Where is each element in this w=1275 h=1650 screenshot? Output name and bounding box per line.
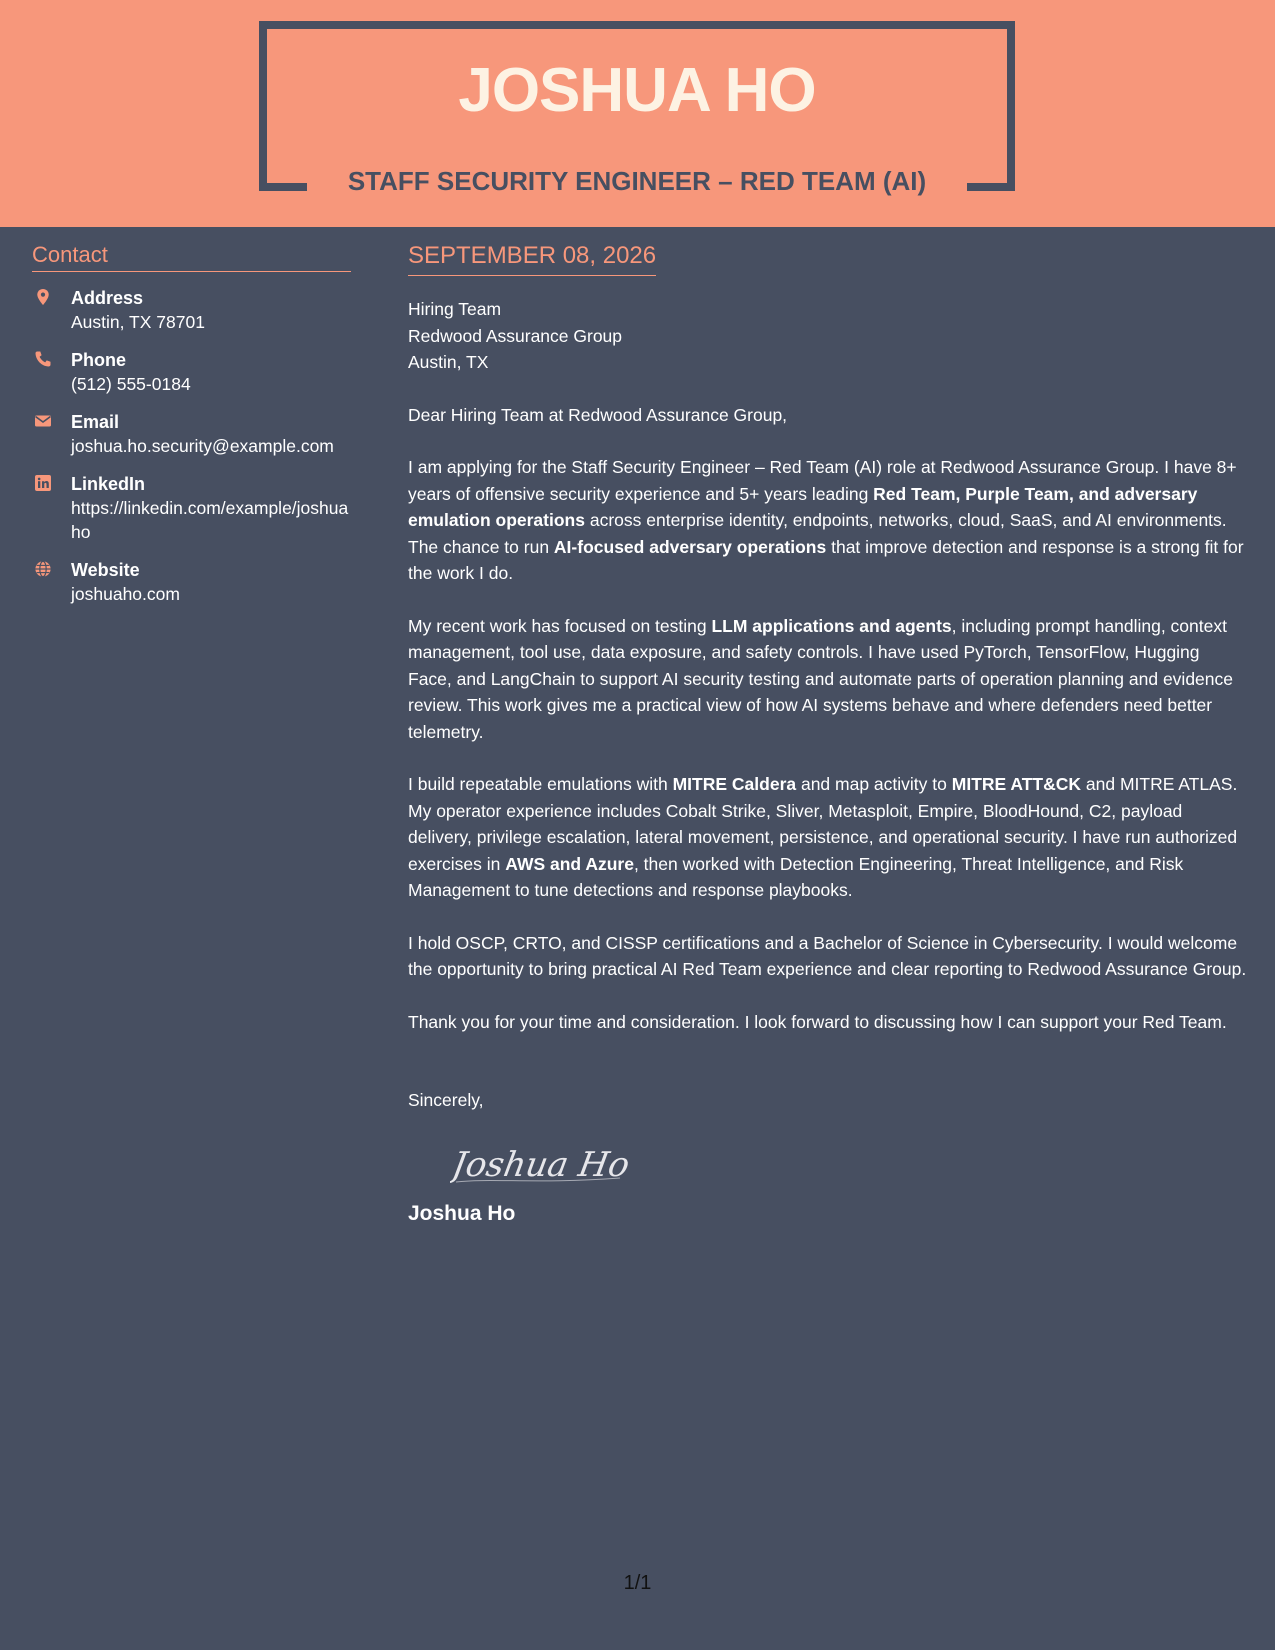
recipient-line: Hiring Team [408,299,502,320]
letter-body [408,243,1248,1226]
letter-paragraph [408,1009,1248,1036]
paragraph-text: and MITRE ATLAS. My operator experience includes Cobalt Strike, Sliver, Metasploit, Empire, BloodHound, C2, payload delivery, privilege escalation, lateral movement, persistence, and operational security. I have run authorized exercises in [408,774,1238,874]
contact-value: https://linkedin.com/example/joshuaho [71,498,349,543]
contact-value: Austin, TX 78701 [71,312,205,333]
contact-label: Address [71,288,144,309]
envelope-icon [34,412,52,430]
contact-value: joshua.ho.security@example.com [71,436,334,457]
letter-paragraphs [408,454,1248,1035]
page-number: 1/1 [623,1572,652,1594]
emphasis-text: Red Team, Purple Team, and adversary emulation operations [408,483,1198,531]
contact-value: (512) 555-0184 [71,374,191,395]
letter-paragraph [408,454,1248,587]
paragraph-text: I hold OSCP, CRTO, and CISSP certifications and a Bachelor of Science in Cybersecurity. I would welcome the opportunity to bring practical AI Red Team experience and clear reporting to Redwood Assurance Group. [408,932,1247,980]
paragraph-text: My recent work has focused on testing [408,615,712,636]
letter-paragraph [408,930,1248,983]
emphasis-text: MITRE ATT&CK [951,774,1082,795]
paragraph-text: , then worked with Detection Engineering, Threat Intelligence, and Risk Management to tune detections and response playbooks. [408,853,1184,901]
svg-text:Joshua Ho: Joshua Ho [450,1145,633,1185]
job-title: STAFF SECURITY ENGINEER – RED TEAM (AI) [347,166,927,196]
paragraph-text: and map activity to [796,774,952,795]
globe-icon [34,560,52,578]
contact-website [32,558,351,606]
header-banner [0,0,1275,227]
recipient-block [408,296,1248,376]
signer-name: Joshua Ho [408,1201,516,1225]
contact-value: joshuaho.com [71,584,180,605]
closing: Sincerely, [408,1090,484,1111]
contact-phone [32,348,351,396]
contact-address [32,286,351,334]
emphasis-text: LLM applications and agents [711,615,952,636]
emphasis-text: MITRE Caldera [672,774,797,795]
emphasis-text: AWS and Azure [505,853,634,874]
emphasis-text: AI-focused adversary operations [553,536,827,557]
map-pin-icon [34,288,52,306]
signature-drawing [450,1134,670,1194]
contact-linkedin [32,472,351,544]
letter-date: SEPTEMBER 08, 2026 [408,243,656,276]
contact-heading: Contact [32,243,351,272]
paragraph-text: that improve detection and response is a strong fit for the work I do. [408,536,1244,584]
phone-icon [34,350,52,368]
contact-label: Phone [71,350,127,371]
contact-email [32,410,351,458]
recipient-line: Redwood Assurance Group [408,325,623,346]
paragraph-text: I am applying for the Staff Security Engineer – Red Team (AI) role at Redwood Assurance Group. I have 8+ years of offensive security experience and 5+ years leading [408,457,1237,504]
contact-label: Website [71,560,140,581]
letter-paragraph [408,613,1248,746]
paragraph-text: I build repeatable emulations with [408,774,673,795]
recipient-line: Austin, TX [408,352,489,373]
contact-label: LinkedIn [71,474,146,495]
candidate-name: JOSHUA HO [458,56,816,125]
linkedin-icon [34,474,52,492]
salutation: Dear Hiring Team at Redwood Assurance Group, [408,404,788,425]
paragraph-text: , including prompt handling, context management, tool use, data exposure, and safety controls. I have used PyTorch, TensorFlow, Hugging Face, and LangChain to support AI security testing and automate parts of operation planning and evidence review. This work gives me a practical view of how AI systems behave and where defenders need better telemetry. [408,615,1233,742]
paragraph-text: Thank you for your time and consideration. I look forward to discussing how I can support your Red Team. [408,1011,1227,1032]
contact-label: Email [71,412,120,433]
paragraph-text: across enterprise identity, endpoints, networks, cloud, SaaS, and AI environments. The chance to run [408,510,1227,557]
contact-sidebar [32,243,351,620]
handwritten-signature [450,1134,1248,1194]
letter-paragraph [408,771,1248,904]
